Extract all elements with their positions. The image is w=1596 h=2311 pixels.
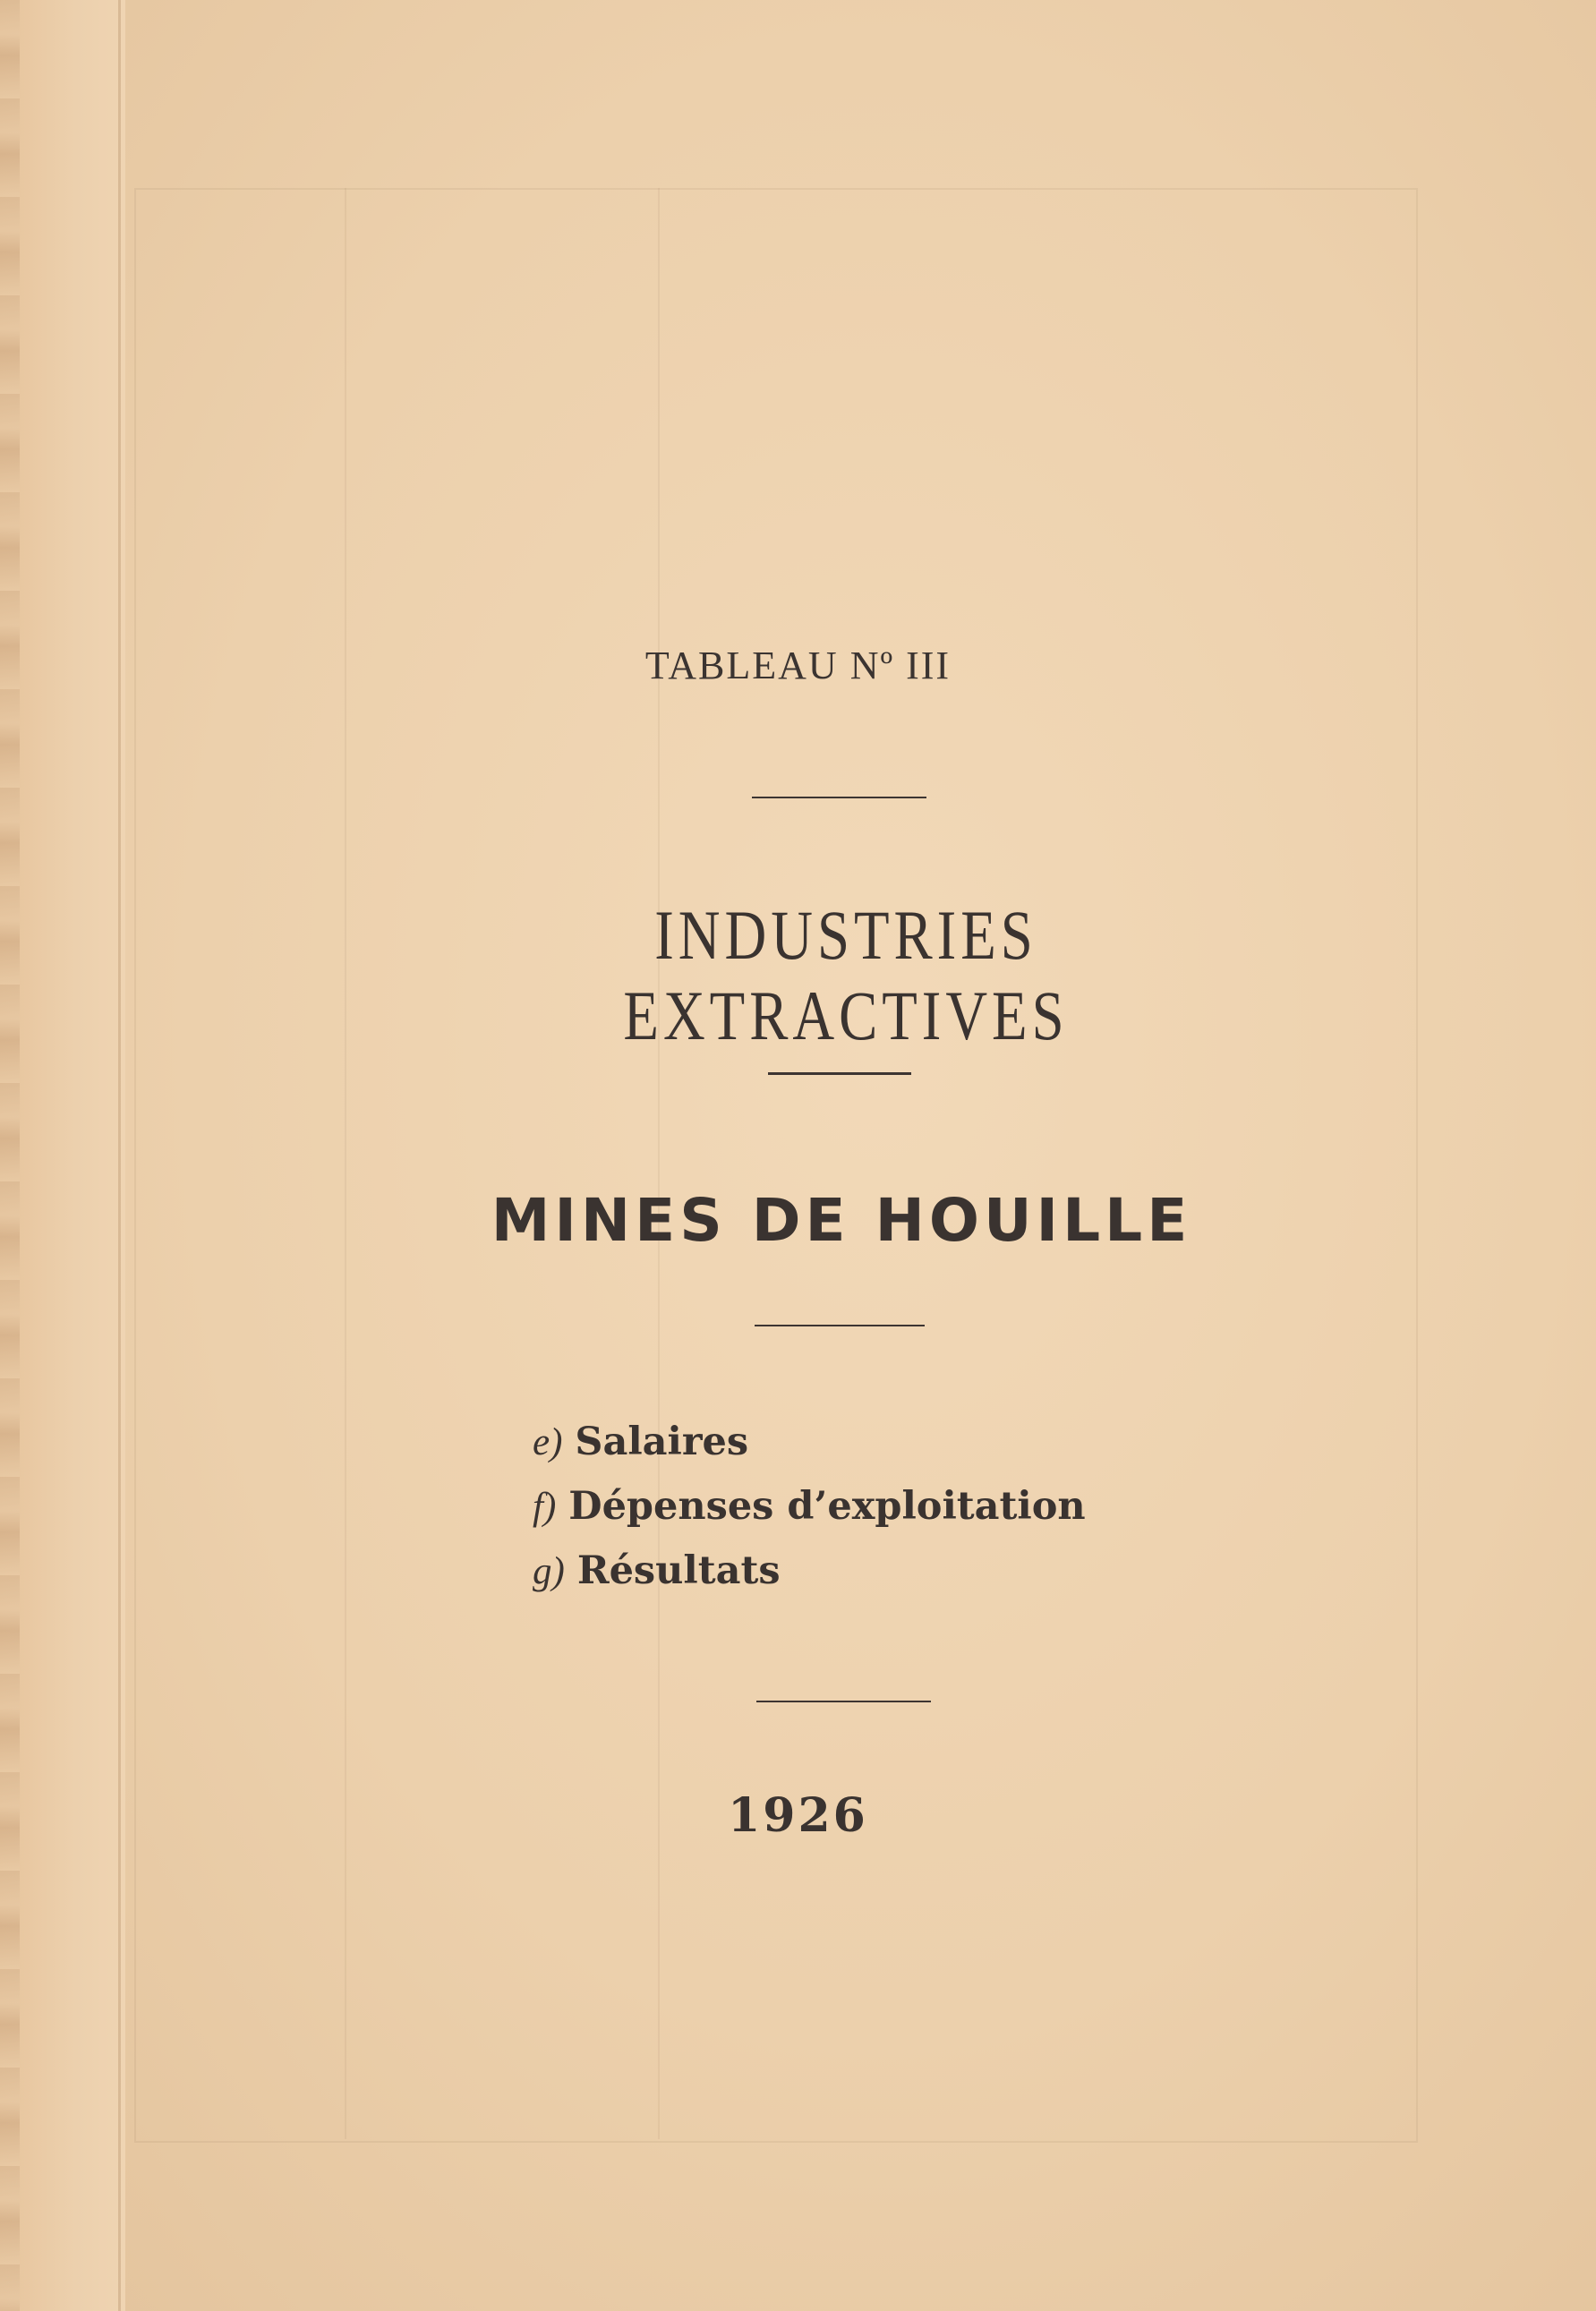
subtitle: MINES DE HOUILLE [491, 1186, 1192, 1255]
torn-left-edge [0, 0, 20, 2311]
list-item [533, 1410, 1086, 1474]
contents-list [533, 1410, 1086, 1603]
item-letter: e) [533, 1421, 563, 1463]
list-item [533, 1474, 1086, 1539]
item-label: Dépenses d’exploitation [568, 1484, 1086, 1529]
year: 1926 [728, 1788, 868, 1843]
bleed-through-column-line [658, 188, 660, 2139]
item-letter: g) [533, 1550, 565, 1592]
item-letter: f) [533, 1486, 557, 1528]
fold-line [118, 0, 121, 2311]
item-label: Salaires [575, 1420, 749, 1464]
bleed-through-column-line [345, 188, 346, 2139]
divider-rule [755, 1325, 925, 1326]
list-item [533, 1539, 1086, 1603]
divider-rule [752, 797, 926, 798]
main-title: INDUSTRIES EXTRACTIVES [623, 896, 1069, 1054]
tableau-label: TABLEAU Nº III [644, 644, 952, 687]
divider-rule [756, 1701, 931, 1702]
item-label: Résultats [576, 1548, 781, 1593]
bleed-through-table-ghost [134, 188, 1418, 2143]
divider-rule [768, 1072, 911, 1075]
